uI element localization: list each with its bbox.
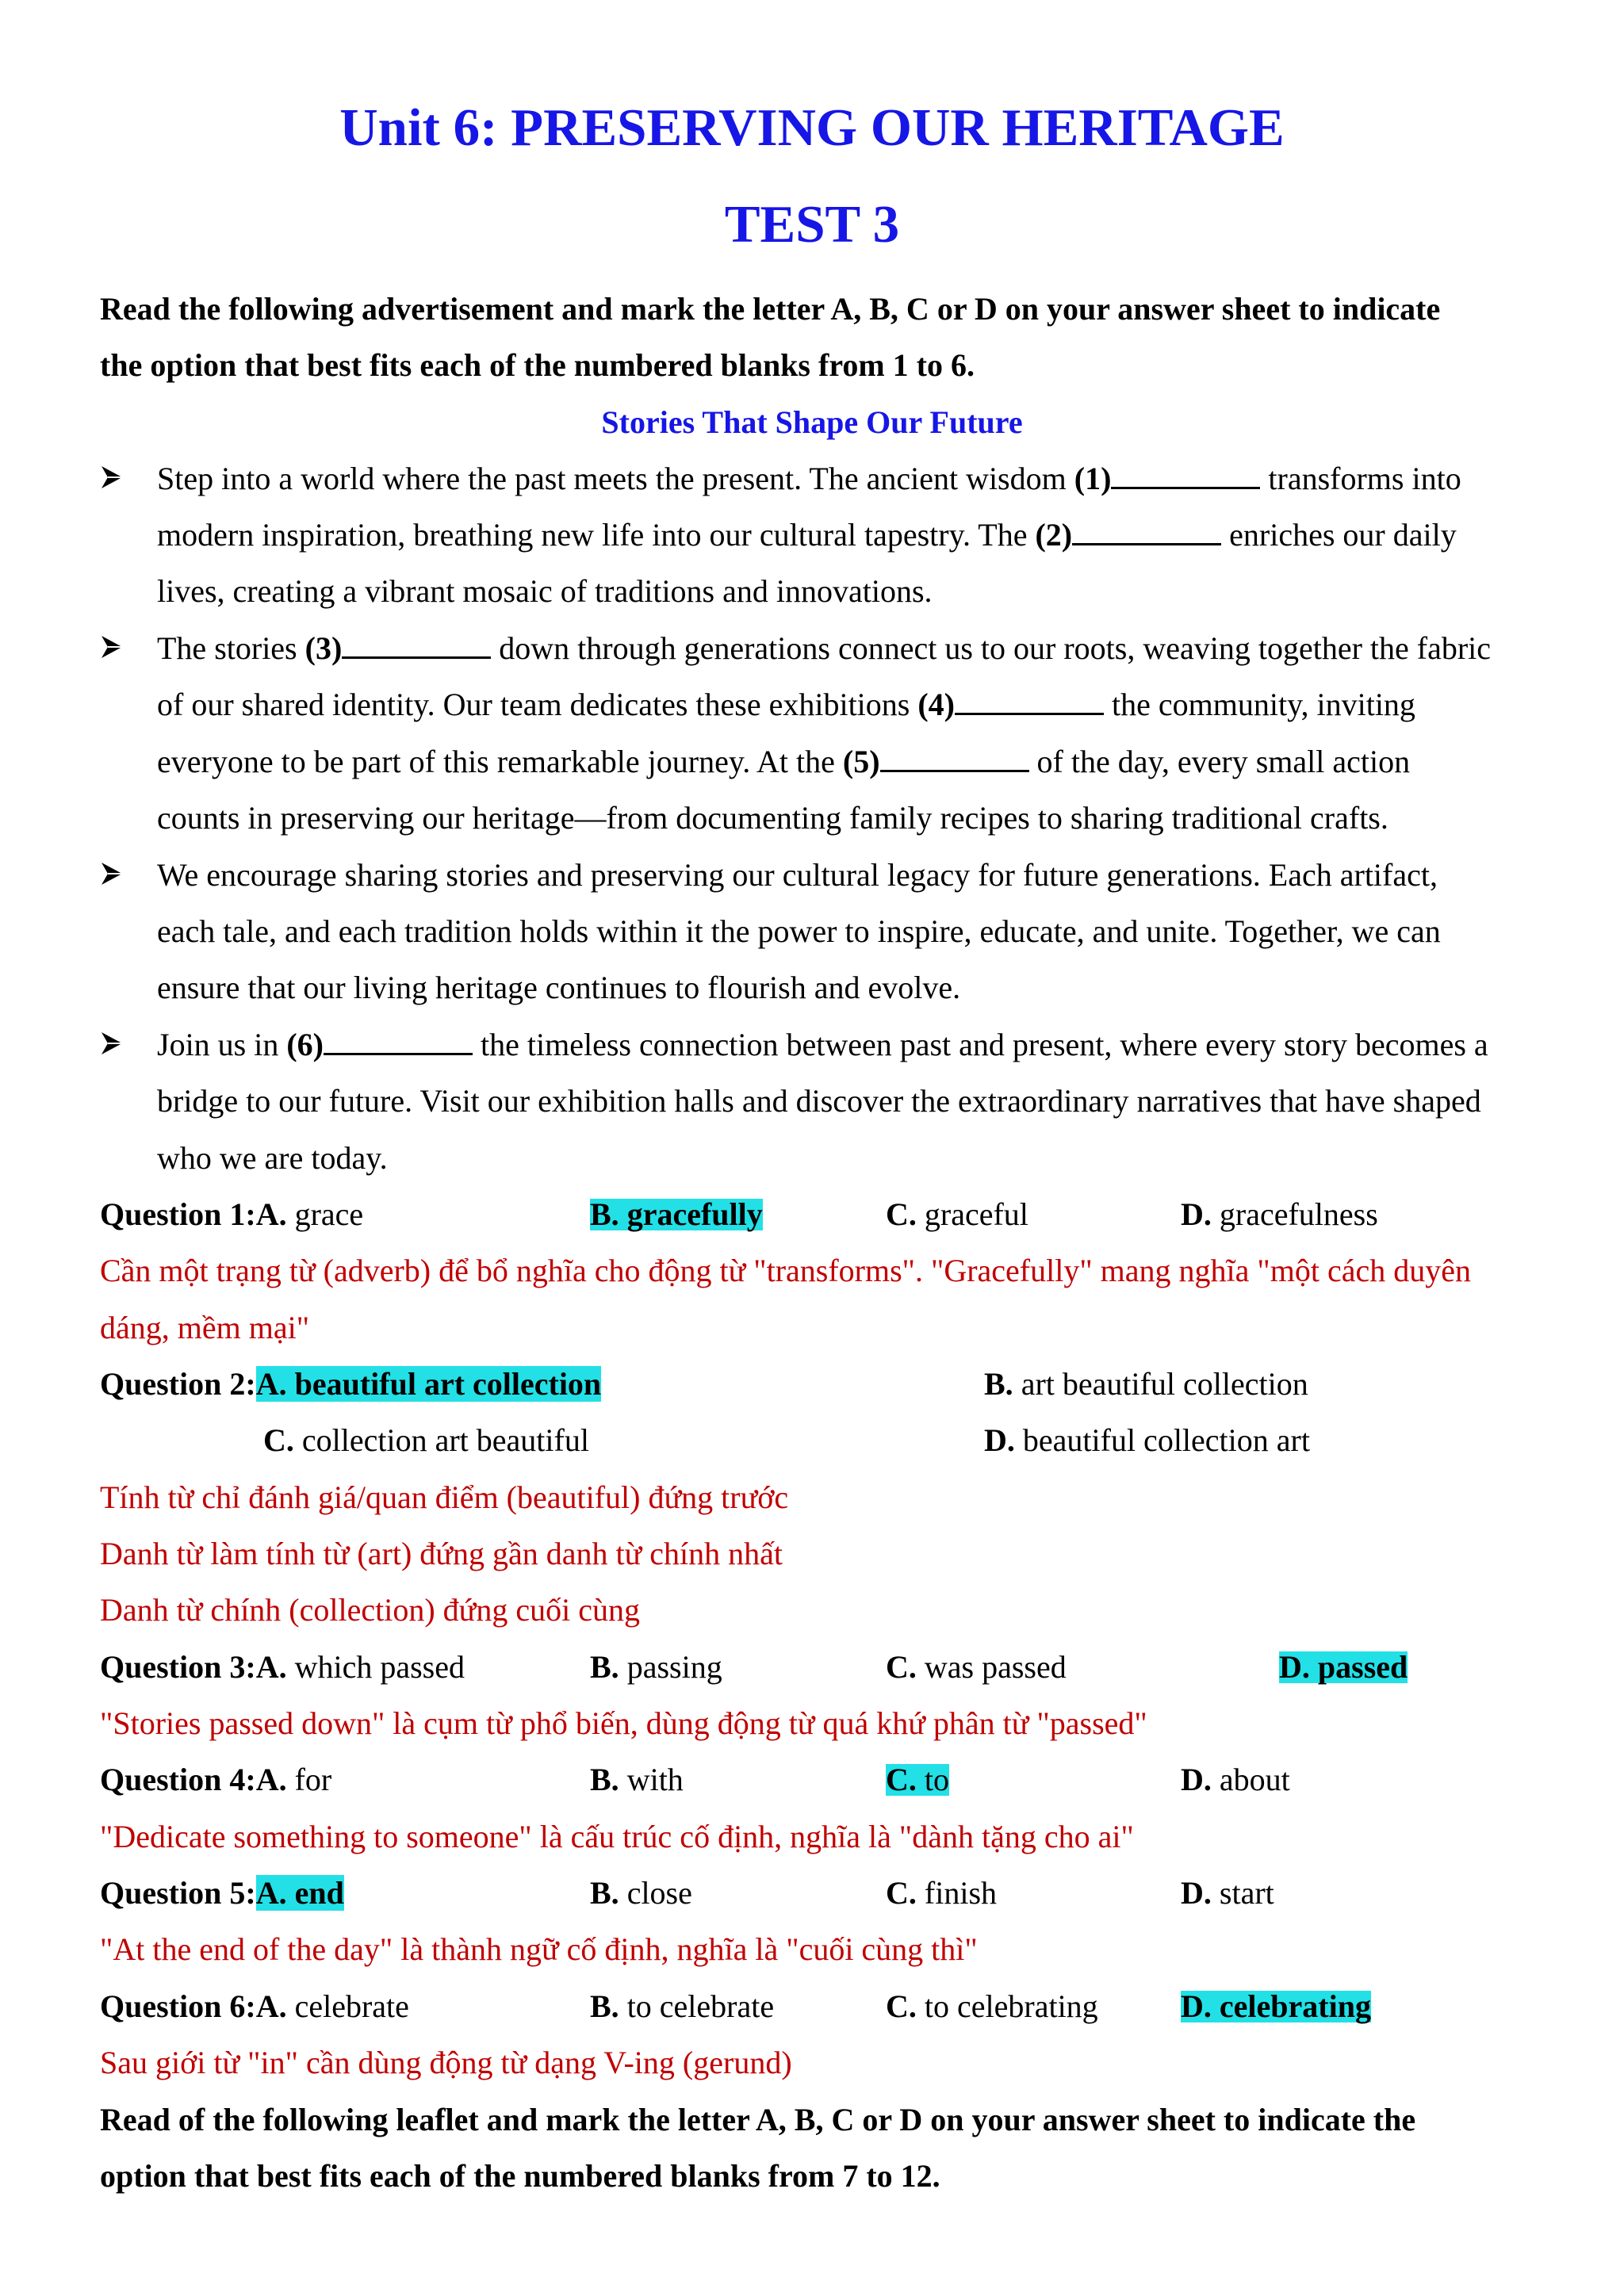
question-1-option-b-answer[interactable]: B. gracefully <box>590 1196 763 1232</box>
passage-line: each tale, and each tradition holds within it the power to inspire, educate, and unite. Together, we can <box>157 913 1441 949</box>
passage-line: ensure that our living heritage continues to flourish and evolve. <box>157 970 961 1005</box>
explanation-line: dáng, mềm mại" <box>100 1310 310 1345</box>
blank-4 <box>955 689 1104 715</box>
arrow-bullet-icon <box>100 634 124 660</box>
passage-line: of our shared identity. Our team dedicates these exhibitions (4) the community, inviting <box>157 687 1415 722</box>
question-1-option-c[interactable]: C. graceful <box>886 1196 1028 1232</box>
question-6-label: Question 6:A. celebrate <box>100 1988 409 2024</box>
blank-1 <box>1111 463 1260 489</box>
arrow-bullet-icon <box>100 1031 124 1056</box>
explanation-line: Tính từ chỉ đánh giá/quan điểm (beautiful) đứng trước <box>100 1479 789 1515</box>
blank-6 <box>324 1029 473 1055</box>
explanation-line: Sau giới từ "in" cần dùng động từ dạng V-ing (gerund) <box>100 2045 792 2080</box>
instruction-line-2: the option that best fits each of the numbered blanks from 1 to 6. <box>100 347 975 383</box>
question-2-option-a-answer[interactable]: A. beautiful art collection <box>255 1366 602 1402</box>
question-4-option-d[interactable]: D. about <box>1181 1762 1290 1797</box>
explanation-line: "At the end of the day" là thành ngữ cố định, nghĩa là "cuối cùng thì" <box>100 1931 978 1967</box>
question-6-option-d-answer[interactable]: D. celebrating <box>1181 1988 1371 2024</box>
question-3-option-c[interactable]: C. was passed <box>886 1649 1067 1685</box>
question-4-label: Question 4:A. for <box>100 1762 332 1797</box>
passage-line: We encourage sharing stories and preserving our cultural legacy for future generations. Each artifact, <box>157 857 1438 893</box>
question-5-option-c[interactable]: C. finish <box>886 1875 998 1911</box>
question-4-option-b[interactable]: B. with <box>590 1762 684 1797</box>
passage-line: counts in preserving our heritage—from documenting family recipes to sharing traditional crafts. <box>157 800 1388 836</box>
question-6-option-b[interactable]: B. to celebrate <box>590 1988 775 2024</box>
blank-3 <box>342 633 491 659</box>
question-5-label: Question 5:A. end <box>100 1875 344 1911</box>
question-3-label: Question 3:A. which passed <box>100 1649 465 1685</box>
passage-title: Stories That Shape Our Future <box>601 404 1023 440</box>
blank-5 <box>880 746 1029 772</box>
passage-line: everyone to be part of this remarkable journey. At the (5) of the day, every small action <box>157 744 1411 779</box>
explanation-line: Cần một trạng từ (adverb) để bổ nghĩa cho động từ "transforms". "Gracefully" mang nghĩa "một cách duyên <box>100 1253 1471 1288</box>
question-2-option-d[interactable]: D. beautiful collection art <box>984 1422 1310 1458</box>
question-3-option-b[interactable]: B. passing <box>590 1649 722 1685</box>
instruction-line-1: Read the following advertisement and mark the letter A, B, C or D on your answer sheet to indicate <box>100 291 1441 327</box>
passage-line: modern inspiration, breathing new life into our cultural tapestry. The (2) enriches our daily <box>157 517 1457 553</box>
question-2-option-b[interactable]: B. art beautiful collection <box>984 1366 1308 1402</box>
blank-2 <box>1072 519 1221 545</box>
arrow-bullet-icon <box>100 465 124 490</box>
passage-line: lives, creating a vibrant mosaic of traditions and innovations. <box>157 573 933 609</box>
question-5-option-a-answer[interactable]: A. end <box>255 1875 344 1911</box>
question-5-option-d[interactable]: D. start <box>1181 1875 1274 1911</box>
question-6-option-c[interactable]: C. to celebrating <box>886 1988 1098 2024</box>
explanation-line: Danh từ chính (collection) đứng cuối cùng <box>100 1592 640 1628</box>
question-3-option-d-answer[interactable]: D. passed <box>1279 1649 1408 1685</box>
question-2-option-c[interactable]: C. collection art beautiful <box>263 1422 589 1458</box>
explanation-line: "Dedicate something to someone" là cấu trúc cố định, nghĩa là "dành tặng cho ai" <box>100 1819 1134 1854</box>
passage-line: The stories (3) down through generations connect us to our roots, weaving together the fabric <box>157 630 1492 666</box>
question-2-label: Question 2:A. beautiful art collection <box>100 1366 602 1402</box>
instruction-line-3: Read of the following leaflet and mark the letter A, B, C or D on your answer sheet to indicate the <box>100 2102 1416 2137</box>
question-1-option-d[interactable]: D. gracefulness <box>1181 1196 1378 1232</box>
question-4-option-c-answer[interactable]: C. to <box>886 1762 950 1797</box>
unit-title: Unit 6: PRESERVING OUR HERITAGE <box>339 98 1285 157</box>
test-title: TEST 3 <box>724 195 900 254</box>
question-5-option-b[interactable]: B. close <box>590 1875 692 1911</box>
passage-line: bridge to our future. Visit our exhibition halls and discover the extraordinary narratives that have shaped <box>157 1083 1481 1119</box>
passage-line: Step into a world where the past meets the present. The ancient wisdom (1) transforms into <box>157 461 1461 496</box>
explanation-line: "Stories passed down" là cụm từ phổ biến, dùng động từ quá khứ phân từ "passed" <box>100 1705 1147 1741</box>
instruction-line-4: option that best fits each of the numbered blanks from 7 to 12. <box>100 2158 940 2194</box>
arrow-bullet-icon <box>100 861 124 886</box>
question-1-label: Question 1:A. grace <box>100 1196 364 1232</box>
explanation-line: Danh từ làm tính từ (art) đứng gần danh từ chính nhất <box>100 1536 783 1571</box>
passage-line: Join us in (6) the timeless connection between past and present, where every story becomes a <box>157 1027 1488 1062</box>
passage-line: who we are today. <box>157 1140 388 1176</box>
